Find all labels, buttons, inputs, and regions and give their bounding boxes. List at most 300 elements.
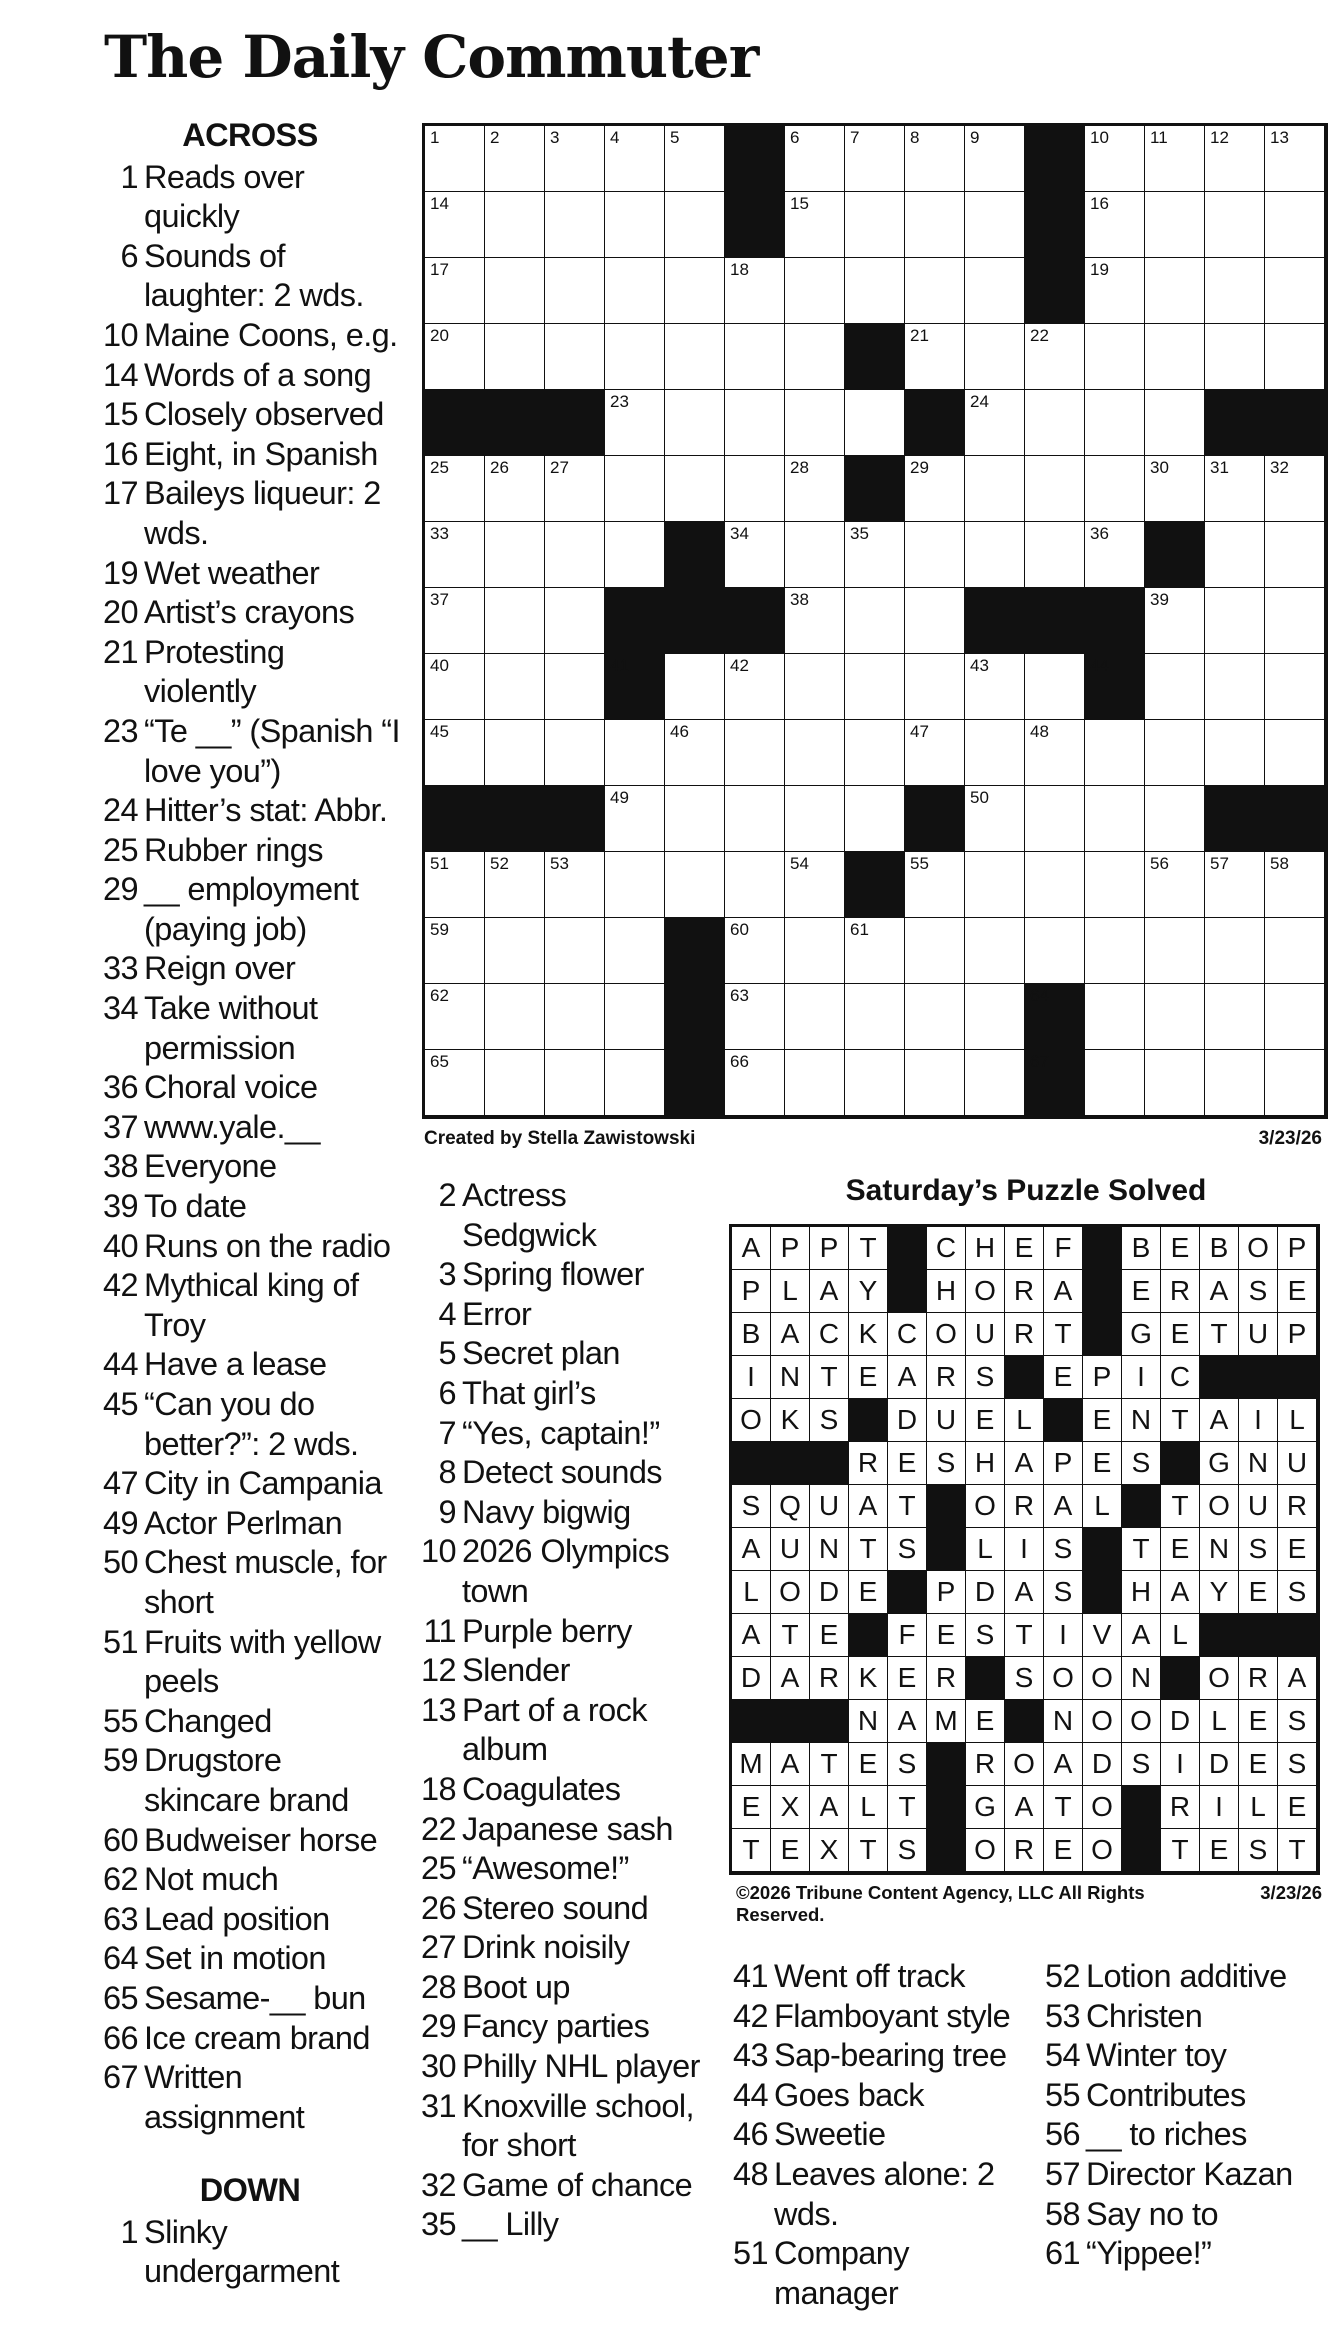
grid-cell[interactable] [1265,588,1325,654]
solution-block [1044,1399,1083,1442]
solution-block [927,1786,966,1829]
grid-cell[interactable] [1205,720,1265,786]
solution-letter: R [1005,1270,1044,1313]
grid-cell[interactable] [965,720,1025,786]
grid-cell[interactable] [785,786,845,852]
solution-letter: L [1083,1485,1122,1528]
solution-letter: Y [849,1270,888,1313]
grid-cell[interactable] [845,918,905,984]
clue-item [100,1939,400,1979]
grid-cell[interactable] [1025,324,1085,390]
solution-block [1005,1700,1044,1743]
grid-cell[interactable] [1265,456,1325,522]
clue-text: Fancy parties [462,2008,650,2045]
grid-cell[interactable] [905,852,965,918]
grid-cell[interactable] [845,522,905,588]
clue-text: Written assignment [144,2059,305,2135]
grid-cell[interactable] [905,456,965,522]
solution-letter: T [771,1614,810,1657]
grid-cell[interactable] [725,654,785,720]
grid-cell[interactable] [1085,1050,1145,1116]
grid-cell[interactable] [905,1050,965,1116]
down-clues-3 [728,1957,1018,2313]
clue-item [412,1176,702,1255]
grid-cell[interactable] [1205,588,1265,654]
grid-cell[interactable] [1145,654,1205,720]
clue-number: 10 [421,1533,456,1570]
grid-cell[interactable] [1025,720,1085,786]
grid-cell[interactable] [845,192,905,258]
clue-text: __ to riches [1086,2116,1247,2153]
grid-cell[interactable] [965,1050,1025,1116]
grid-cell[interactable] [1145,918,1205,984]
grid-cell[interactable] [545,126,605,192]
grid-cell[interactable] [1145,258,1205,324]
grid-cell[interactable] [1085,720,1145,786]
grid-block [665,522,725,588]
grid-cell[interactable] [1085,258,1145,324]
grid-cell[interactable] [785,852,845,918]
clue-item [728,2234,1018,2313]
solution-letter: L [732,1571,771,1614]
solution-letter: U [810,1485,849,1528]
grid-cell[interactable] [845,654,905,720]
grid-cell[interactable] [1085,192,1145,258]
grid-cell[interactable] [545,1050,605,1116]
grid-cell[interactable] [545,588,605,654]
grid-cell[interactable] [605,1050,665,1116]
grid-cell[interactable] [1085,984,1145,1050]
grid-cell[interactable] [425,126,485,192]
grid-cell[interactable] [785,126,845,192]
solution-letter: T [1278,1829,1317,1872]
grid-cell[interactable] [965,390,1025,456]
solution-grid [729,1224,1320,1875]
grid-cell[interactable] [1205,522,1265,588]
solution-letter: I [1200,1786,1239,1829]
clue-text: __ Lilly [462,2206,559,2243]
grid-cell[interactable] [845,588,905,654]
solution-block [1083,1571,1122,1614]
grid-cell[interactable] [605,918,665,984]
clue-item [728,2155,1018,2234]
grid-cell[interactable] [665,192,725,258]
grid-cell[interactable] [605,390,665,456]
clue-item [412,2205,702,2245]
grid-cell[interactable] [665,456,725,522]
grid-cell[interactable] [965,456,1025,522]
grid-cell[interactable] [1265,720,1325,786]
clue-text: Contributes [1086,2076,1246,2113]
grid-cell[interactable] [485,192,545,258]
solution-letter: S [888,1829,927,1872]
clue-text: Leaves alone: 2 wds. [774,2155,995,2232]
solution-letter: S [1239,1829,1278,1872]
grid-cell[interactable] [1265,852,1325,918]
grid-cell[interactable] [665,852,725,918]
clue-number: 33 [103,950,138,987]
solution-letter: O [1200,1657,1239,1700]
grid-cell[interactable] [1205,126,1265,192]
grid-cell[interactable] [1145,720,1205,786]
grid-cell[interactable] [845,984,905,1050]
grid-cell[interactable] [845,258,905,324]
grid-cell[interactable] [665,720,725,786]
grid-cell[interactable] [725,324,785,390]
grid-cell[interactable] [545,192,605,258]
cell-number: 37 [430,590,449,609]
grid-cell[interactable] [905,522,965,588]
grid-cell[interactable] [545,258,605,324]
solution-letter: R [927,1356,966,1399]
clue-number: 50 [103,1544,138,1581]
grid-cell[interactable] [425,456,485,522]
grid-cell[interactable] [1265,522,1325,588]
solution-letter: S [732,1485,771,1528]
grid-block [1205,786,1265,852]
clue-item [1040,2076,1330,2116]
grid-cell[interactable] [1205,918,1265,984]
grid-cell[interactable] [1025,918,1085,984]
clue-item [100,1979,400,2019]
solution-letter: C [927,1227,966,1270]
cell-number: 6 [790,128,800,147]
grid-cell[interactable] [1205,324,1265,390]
grid-cell[interactable] [725,852,785,918]
grid-cell[interactable] [605,786,665,852]
grid-cell[interactable] [905,918,965,984]
grid-cell[interactable] [605,456,665,522]
clue-item [412,1691,702,1770]
clue-number: 16 [103,435,138,472]
clue-text: “Can you do better?”: 2 wds. [144,1386,359,1462]
cell-number: 38 [790,590,809,609]
grid-cell[interactable] [1205,852,1265,918]
grid-cell[interactable] [545,522,605,588]
grid-cell[interactable] [425,918,485,984]
grid-cell[interactable] [1085,390,1145,456]
grid-cell[interactable] [605,720,665,786]
grid-cell[interactable] [845,390,905,456]
grid-cell[interactable] [605,852,665,918]
clue-item [412,1651,702,1691]
grid-cell[interactable] [485,258,545,324]
grid-cell[interactable] [785,720,845,786]
clue-item [100,712,400,791]
clue-number: 41 [733,1958,768,1994]
grid-block [1145,522,1205,588]
grid-cell[interactable] [1025,786,1085,852]
solution-letter: L [1161,1614,1200,1657]
grid-cell[interactable] [905,324,965,390]
solution-letter: T [1044,1786,1083,1829]
solution-letter: G [1200,1442,1239,1485]
grid-cell[interactable] [485,1050,545,1116]
grid-cell[interactable] [545,456,605,522]
grid-cell[interactable] [1025,522,1085,588]
grid-cell[interactable] [1025,456,1085,522]
grid-cell[interactable] [545,984,605,1050]
grid-cell[interactable] [1205,258,1265,324]
grid-cell[interactable] [1085,786,1145,852]
solution-block [810,1442,849,1485]
grid-cell[interactable] [965,984,1025,1050]
grid-cell[interactable] [1145,984,1205,1050]
grid-cell[interactable] [1085,126,1145,192]
grid-cell[interactable] [665,258,725,324]
clue-number: 32 [421,2166,456,2203]
grid-cell[interactable] [845,126,905,192]
grid-cell[interactable] [425,654,485,720]
grid-cell[interactable] [1025,852,1085,918]
clue-number: 44 [103,1346,138,1383]
solution-letter: O [1239,1227,1278,1270]
grid-cell[interactable] [605,258,665,324]
clue-item [412,1968,702,2008]
grid-cell[interactable] [425,588,485,654]
grid-cell[interactable] [785,588,845,654]
grid-cell[interactable] [1265,258,1325,324]
grid-cell[interactable] [485,984,545,1050]
grid-cell[interactable] [1265,324,1325,390]
solution-letter: O [1083,1700,1122,1743]
solution-letter: T [1122,1528,1161,1571]
grid-cell[interactable] [605,126,665,192]
grid-cell[interactable] [485,720,545,786]
grid-cell[interactable] [1145,852,1205,918]
grid-block [665,588,725,654]
clue-item [412,2087,702,2166]
grid-cell[interactable] [965,522,1025,588]
cell-number: 59 [430,920,449,939]
grid-cell[interactable] [665,126,725,192]
grid-cell[interactable] [605,324,665,390]
grid-cell[interactable] [1265,192,1325,258]
grid-cell[interactable] [425,852,485,918]
grid-cell[interactable] [545,720,605,786]
grid-cell[interactable] [425,324,485,390]
clue-text: To date [144,1188,247,1225]
grid-cell[interactable] [545,852,605,918]
grid-cell[interactable] [1265,126,1325,192]
grid-cell[interactable] [1085,324,1145,390]
grid-cell[interactable] [665,390,725,456]
grid-cell[interactable] [785,984,845,1050]
clue-item [100,633,400,712]
grid-cell[interactable] [905,192,965,258]
grid-block [845,324,905,390]
grid-cell[interactable] [785,192,845,258]
grid-cell[interactable] [965,258,1025,324]
grid-cell[interactable] [785,654,845,720]
grid-cell[interactable] [905,588,965,654]
grid-cell[interactable] [1205,456,1265,522]
solution-block [1239,1356,1278,1399]
solution-letter: R [1005,1829,1044,1872]
grid-cell[interactable] [1145,324,1205,390]
clue-text: Boot up [462,1968,570,2005]
clue-text: Director Kazan [1086,2155,1293,2192]
grid-cell[interactable] [545,324,605,390]
grid-cell[interactable] [785,456,845,522]
grid-cell[interactable] [605,192,665,258]
grid-cell[interactable] [785,390,845,456]
clue-text: Ice cream brand [144,2019,370,2056]
grid-cell[interactable] [725,456,785,522]
clue-text: Hitter’s stat: Abbr. [144,792,388,829]
grid-cell[interactable] [605,984,665,1050]
grid-cell[interactable] [425,192,485,258]
grid-cell[interactable] [845,786,905,852]
grid-cell[interactable] [1145,1050,1205,1116]
grid-cell[interactable] [425,1050,485,1116]
clue-number: 53 [1045,1997,1080,2034]
solution-letter: E [1278,1528,1317,1571]
clue-item [100,1821,400,1861]
grid-cell[interactable] [725,1050,785,1116]
grid-cell[interactable] [485,324,545,390]
solution-letter: K [849,1313,888,1356]
clue-text: Rubber rings [144,831,323,868]
grid-cell[interactable] [1085,918,1145,984]
grid-cell[interactable] [905,984,965,1050]
grid-cell[interactable] [665,324,725,390]
grid-cell[interactable] [1145,456,1205,522]
clue-item [412,1889,702,1929]
grid-cell[interactable] [725,390,785,456]
grid-cell[interactable] [785,918,845,984]
grid-cell[interactable] [965,786,1025,852]
grid-block [1025,126,1085,192]
solution-letter: A [1161,1571,1200,1614]
grid-cell[interactable] [485,852,545,918]
clue-item [728,2076,1018,2116]
solution-letter: S [1122,1743,1161,1786]
grid-cell[interactable] [425,720,485,786]
grid-cell[interactable] [1025,654,1085,720]
grid-cell[interactable] [665,786,725,852]
grid-cell[interactable] [725,786,785,852]
grid-cell[interactable] [425,522,485,588]
grid-cell[interactable] [905,720,965,786]
grid-cell[interactable] [605,522,665,588]
grid-cell[interactable] [965,126,1025,192]
grid-cell[interactable] [485,918,545,984]
grid-cell[interactable] [1265,984,1325,1050]
solution-letter: S [1044,1528,1083,1571]
grid-cell[interactable] [1145,126,1205,192]
grid-cell[interactable] [725,720,785,786]
grid-cell[interactable] [485,654,545,720]
grid-cell[interactable] [1085,522,1145,588]
grid-cell[interactable] [1205,654,1265,720]
grid-cell[interactable] [725,258,785,324]
grid-cell[interactable] [485,588,545,654]
grid-block [665,984,725,1050]
crossword-grid [422,123,1328,1119]
grid-cell[interactable] [1205,1050,1265,1116]
grid-cell[interactable] [1085,456,1145,522]
grid-cell[interactable] [1085,852,1145,918]
grid-cell[interactable] [905,126,965,192]
solution-letter: L [966,1528,1005,1571]
grid-cell[interactable] [1265,918,1325,984]
grid-cell[interactable] [1145,192,1205,258]
solution-letter: E [1200,1829,1239,1872]
grid-cell[interactable] [845,1050,905,1116]
cell-number: 21 [910,326,929,345]
grid-block [425,390,485,456]
clue-number: 61 [1045,2235,1080,2272]
grid-cell[interactable] [665,654,725,720]
solution-letter: E [888,1442,927,1485]
grid-cell[interactable] [905,258,965,324]
grid-cell[interactable] [965,654,1025,720]
grid-cell[interactable] [1145,786,1205,852]
grid-cell[interactable] [785,522,845,588]
grid-cell[interactable] [725,918,785,984]
grid-cell[interactable] [425,258,485,324]
grid-cell[interactable] [1025,390,1085,456]
grid-cell[interactable] [785,1050,845,1116]
solution-letter: E [1161,1227,1200,1270]
clue-item [1040,2155,1330,2195]
grid-cell[interactable] [1265,654,1325,720]
clue-number: 36 [103,1069,138,1106]
cell-number: 4 [610,128,620,147]
grid-cell[interactable] [785,258,845,324]
grid-cell[interactable] [545,918,605,984]
clue-item [412,1295,702,1335]
grid-cell[interactable] [1145,588,1205,654]
solution-block [1083,1270,1122,1313]
cell-number: 64 [1030,986,1049,1005]
solution-letter: A [888,1700,927,1743]
grid-cell[interactable] [965,918,1025,984]
grid-cell[interactable] [965,852,1025,918]
clue-number: 2 [438,1177,456,1213]
grid-cell[interactable] [1265,1050,1325,1116]
solution-letter: O [1083,1829,1122,1872]
clue-number: 62 [103,1861,138,1898]
cell-number: 48 [1030,722,1049,741]
clue-number: 55 [1045,2076,1080,2113]
grid-cell[interactable] [425,984,485,1050]
solution-letter: P [1083,1356,1122,1399]
grid-cell[interactable] [845,720,905,786]
grid-cell[interactable] [485,126,545,192]
clue-number: 57 [1045,2155,1080,2192]
clue-number: 29 [421,2008,456,2045]
clue-item [100,1504,400,1544]
grid-cell[interactable] [785,324,845,390]
solution-letter: S [1005,1657,1044,1700]
solution-letter: M [927,1700,966,1743]
grid-cell[interactable] [965,324,1025,390]
grid-cell[interactable] [725,984,785,1050]
grid-cell[interactable] [1205,984,1265,1050]
grid-cell[interactable] [1205,192,1265,258]
grid-cell[interactable] [485,522,545,588]
clue-text: Reads over quickly [144,158,305,235]
grid-cell[interactable] [545,654,605,720]
grid-cell[interactable] [725,522,785,588]
grid-cell[interactable] [1145,390,1205,456]
grid-cell[interactable] [485,456,545,522]
grid-cell[interactable] [965,192,1025,258]
grid-cell[interactable] [905,654,965,720]
solution-letter: B [1200,1227,1239,1270]
